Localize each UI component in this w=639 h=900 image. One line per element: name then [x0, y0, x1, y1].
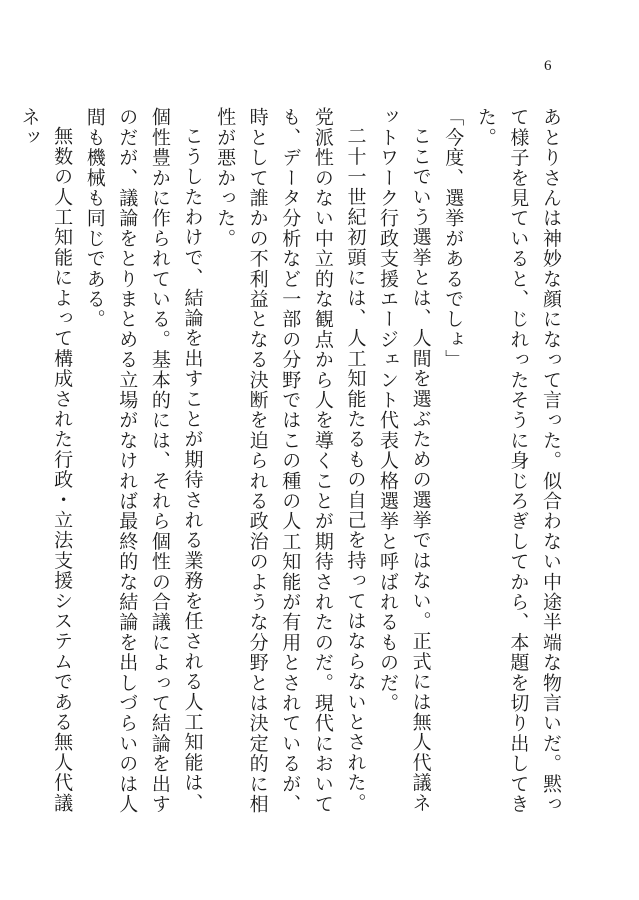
paragraph-2-dialogue: 「今度、選挙があるでしょ」 [442, 107, 465, 370]
page-number: 6 [544, 58, 552, 74]
paragraph-6: 無数の人工知能によって構成された行政・立法支援システムである無人代議ネッ [18, 107, 74, 813]
paragraph-3: ここでいう選挙とは、人間を選ぶための選挙ではない。正式には無人代議ネットワーク行政支援エージェント代表人格選挙と呼ばれるものだ。 [377, 107, 432, 813]
paragraph-5: こうしたわけで、結論を出すことが期待される業務を任される人工知能は、個性豊かに作られている。基本的には、それら個性の合議によって結論を出すのだが、議論をとりまとめる立場がなければ最終的な結論を出しづらいのは人間も機械も同じである。 [83, 107, 204, 814]
paragraph-4: 二十一世紀初頭には、人工知能たるもの自己を持ってはならないとされた。党派性のない中立的な観点から人を導くことが期待されたのだ。現代においても、データ分析など一部の分野ではこの種の人工知能が有用とされているが、時として誰かの不利益となる決断を迫られる政治のような分野とは決定的に相性が悪かった。 [214, 107, 367, 814]
paragraph-1: あとりさんは神妙な顔になって言った。似合わない中途半端な物言いだ。黙って様子を見ていると、じれったそうに身じろぎしてから、本題を切り出してきた。 [474, 107, 562, 814]
vertical-text-body [13, 107, 567, 827]
